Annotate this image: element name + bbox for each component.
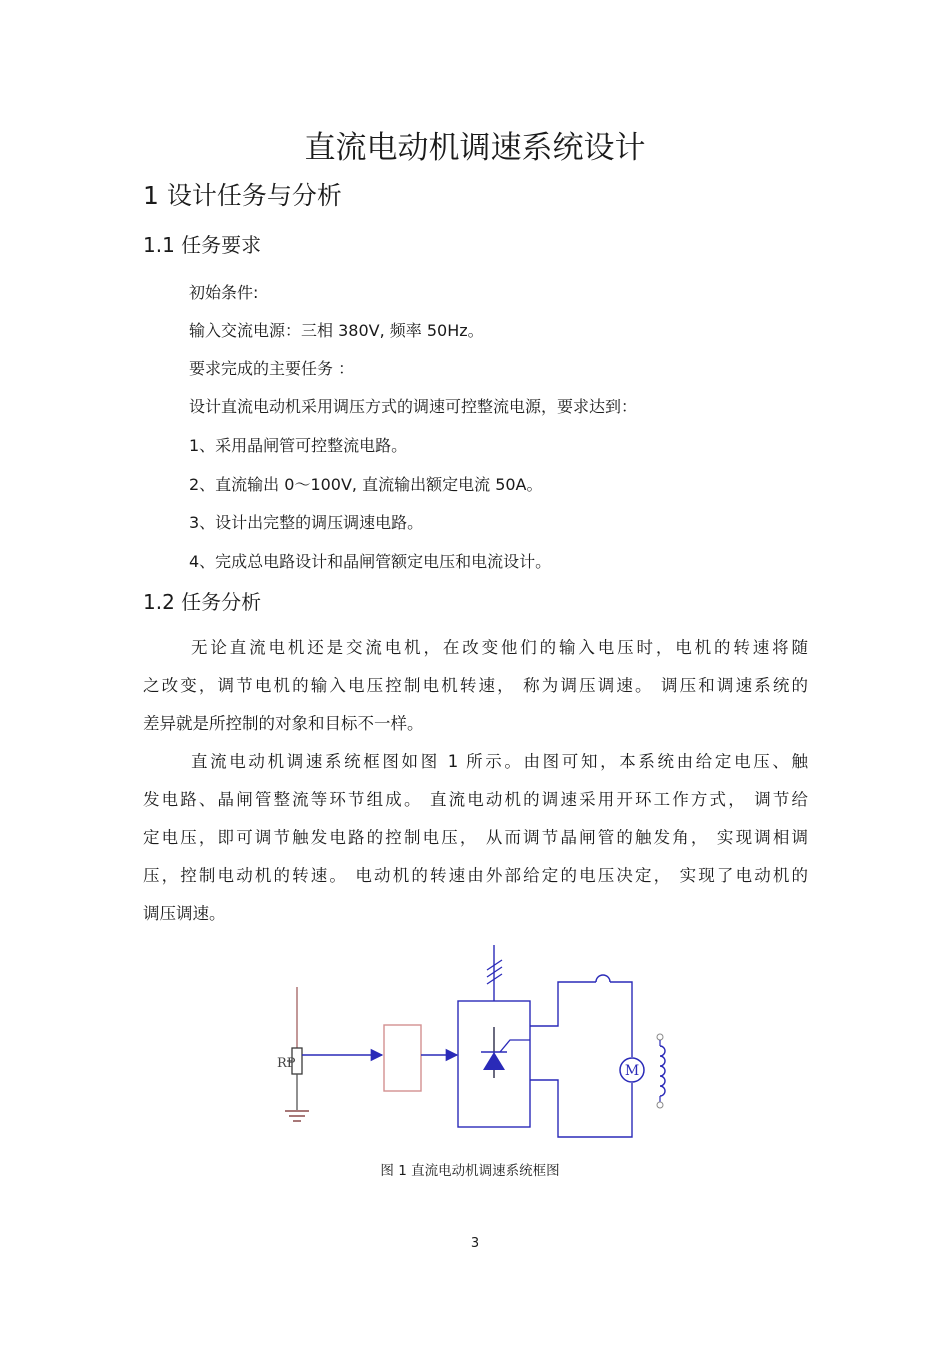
requirement-line: 3、设计出完整的调压调速电路。 <box>189 513 424 532</box>
paragraph-line: 之改变，调节电机的输入电压控制电机转速， 称为调压调速。 调压和调速系统的 <box>143 676 808 695</box>
paragraph-line: 无论直流电机还是交流电机，在改变他们的输入电压时，电机的转速将随 <box>191 638 808 657</box>
system-block-diagram <box>270 940 690 1145</box>
figure-caption: 图 1 直流电动机调速系统框图 <box>380 1163 560 1179</box>
paragraph-line: 差异就是所控制的对象和目标不一样。 <box>143 714 424 733</box>
requirement-line: 1、采用晶闸管可控整流电路。 <box>189 436 408 455</box>
requirement-line: 初始条件: <box>189 283 259 302</box>
section-heading-1-1: 1.1 任务要求 <box>143 233 262 257</box>
paragraph-line: 压，控制电动机的转速。 电动机的转速由外部给定的电压决定， 实现了电动机的 <box>143 866 808 885</box>
section-heading-1: 1 设计任务与分析 <box>143 181 342 210</box>
paragraph-line: 发电路、晶闸管整流等环节组成。 直流电动机的调速采用开环工作方式， 调节给 <box>143 790 808 809</box>
analysis-paragraph-1 <box>143 629 808 743</box>
paragraph-line: 调压调速。 <box>143 904 226 923</box>
inductor-icon <box>596 975 610 982</box>
analysis-paragraph-2 <box>143 743 808 933</box>
page-number: 3 <box>470 1236 480 1251</box>
thyristor-rectifier-block <box>458 945 530 1127</box>
paragraph-line: 直流电动机调速系统框图如图 1 所示。由图可知，本系统由给定电压、触 <box>191 752 808 771</box>
trigger-circuit-block <box>384 1025 421 1091</box>
rp-label: RP <box>277 1056 296 1071</box>
ground-icon <box>285 1111 309 1121</box>
motor-label: M <box>624 1063 640 1079</box>
requirement-line: 4、完成总电路设计和晶闸管额定电压和电流设计。 <box>189 552 552 571</box>
field-winding-icon <box>657 1034 665 1108</box>
document-title: 直流电动机调速系统设计 <box>304 130 646 166</box>
requirement-line: 要求完成的主要任务 ： <box>189 359 355 378</box>
paragraph-line: 定电压，即可调节触发电路的控制电压， 从而调节晶闸管的触发角， 实现调相调 <box>143 828 808 847</box>
potentiometer-rp <box>287 987 302 1110</box>
requirement-line: 设计直流电动机采用调压方式的调速可控整流电源，要求达到： <box>189 397 638 416</box>
output-wiring <box>530 975 632 1137</box>
requirement-line: 2、直流输出 0～100V, 直流输出额定电流 50A。 <box>189 475 543 494</box>
section-heading-1-2: 1.2 任务分析 <box>143 590 262 614</box>
thyristor-icon <box>483 1052 505 1070</box>
requirement-line: 输入交流电源：三相 380V, 频率 50Hz。 <box>189 321 484 340</box>
